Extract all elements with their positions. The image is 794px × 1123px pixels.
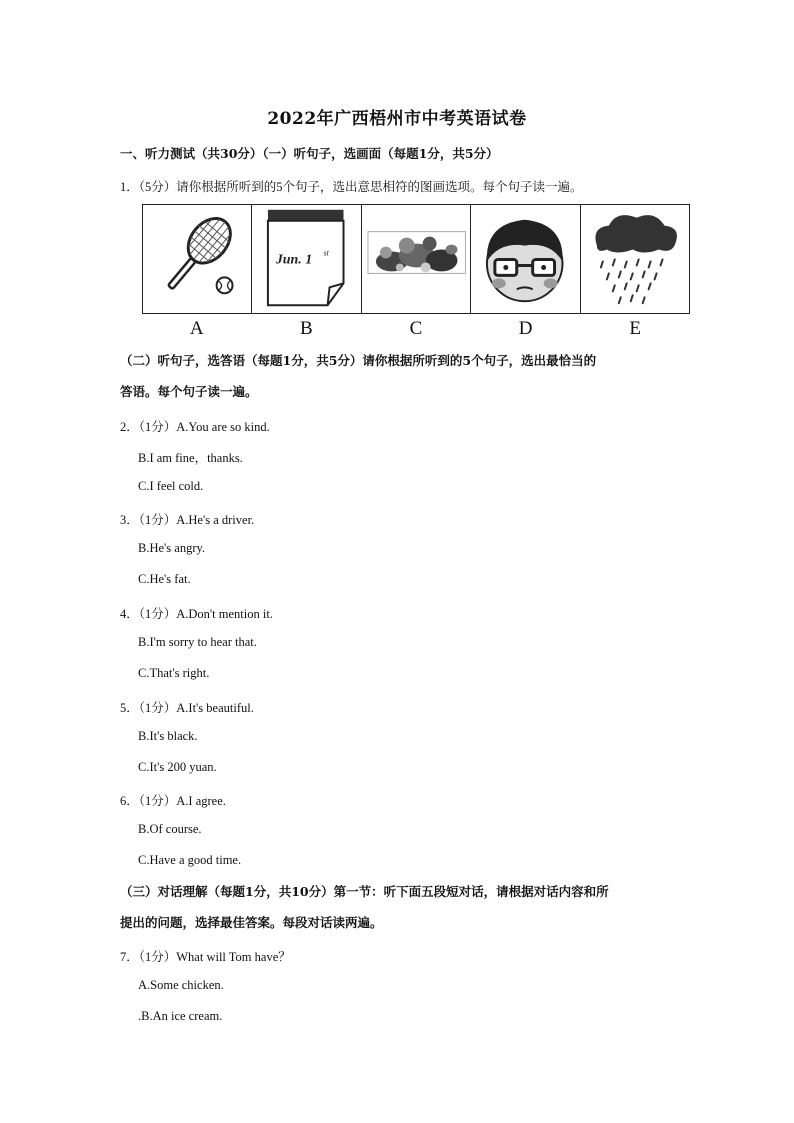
- picture-c-food: [362, 205, 471, 313]
- question-7-stem: 7．（1分）What will Tom have？: [120, 950, 291, 964]
- question-3-stem: 3．（1分）A.He's a driver.: [120, 513, 255, 527]
- calendar-icon: [252, 205, 360, 313]
- question-4-option-c: C.That's right.: [138, 666, 210, 680]
- question-1: 1．（5分）请你根据所听到的5个句子，选出意思相符的图画选项。每个句子读一遍。: [120, 180, 583, 194]
- question-6-option-c: C.Have a good time.: [138, 853, 242, 867]
- picture-letter-e: E: [629, 318, 641, 339]
- question-5-option-c: C.It's 200 yuan.: [138, 760, 217, 774]
- question-3-option-b: B.He's angry.: [138, 541, 206, 555]
- food-pile-icon: [362, 205, 470, 313]
- question-4-option-b: B.I'm sorry to hear that.: [138, 635, 257, 649]
- boy-face-icon: [471, 205, 579, 313]
- picture-letter-d: D: [518, 318, 533, 339]
- tennis-racket-icon: [143, 205, 251, 313]
- part2-heading-line2: 答语。每个句子读一遍。: [120, 384, 258, 399]
- question-7-option-a: A.Some chicken.: [138, 978, 224, 992]
- picture-e-rain: [581, 205, 689, 313]
- picture-letter-b: B: [300, 318, 313, 339]
- question-5-stem: 5．（1分）A.It's beautiful.: [120, 701, 254, 715]
- part2-heading: [120, 345, 680, 407]
- exam-title: 2022年广西梧州市中考英语试卷: [267, 109, 527, 129]
- part2-heading-line1: （二）听句子，选答语（每题1分，共5分）请你根据所听到的5个句子，选出最恰当的: [120, 353, 597, 368]
- question-2-option-b: B.I am fine，thanks.: [138, 451, 243, 465]
- part3-heading-line2: 提出的问题，选择最佳答案。每段对话读两遍。: [120, 915, 383, 930]
- picture-letters: [142, 318, 690, 340]
- question-7-option-b: .B.An ice cream.: [138, 1009, 223, 1023]
- picture-d-boy-face: [471, 205, 580, 313]
- question-3-option-c: C.He's fat.: [138, 572, 191, 586]
- part3-heading: [120, 876, 680, 938]
- question-2-option-c: C.I feel cold.: [138, 479, 204, 493]
- question-6-option-b: B.Of course.: [138, 822, 202, 836]
- rain-cloud-icon: [581, 205, 689, 313]
- picture-letter-c: C: [409, 318, 423, 339]
- question-5-option-b: B.It's black.: [138, 729, 198, 743]
- part3-heading-line1: （三）对话理解（每题1分，共10分）第一节：听下面五段短对话，请根据对话内容和所: [120, 884, 609, 899]
- question-6-stem: 6．（1分）A.I agree.: [120, 794, 226, 808]
- calendar-date-suffix: st: [324, 248, 330, 258]
- picture-b-calendar: [252, 205, 361, 313]
- question-4-stem: 4．（1分）A.Don't mention it.: [120, 607, 273, 621]
- picture-a-tennis: [143, 205, 252, 313]
- picture-letter-a: A: [189, 318, 204, 339]
- calendar-date: Jun. 1: [276, 252, 313, 268]
- part1-heading: 一、听力测试（共30分）（一）听句子，选画面（每题1分，共5分）: [120, 146, 499, 161]
- question-2-stem: 2．（1分）A.You are so kind.: [120, 420, 270, 434]
- picture-strip: [142, 204, 690, 314]
